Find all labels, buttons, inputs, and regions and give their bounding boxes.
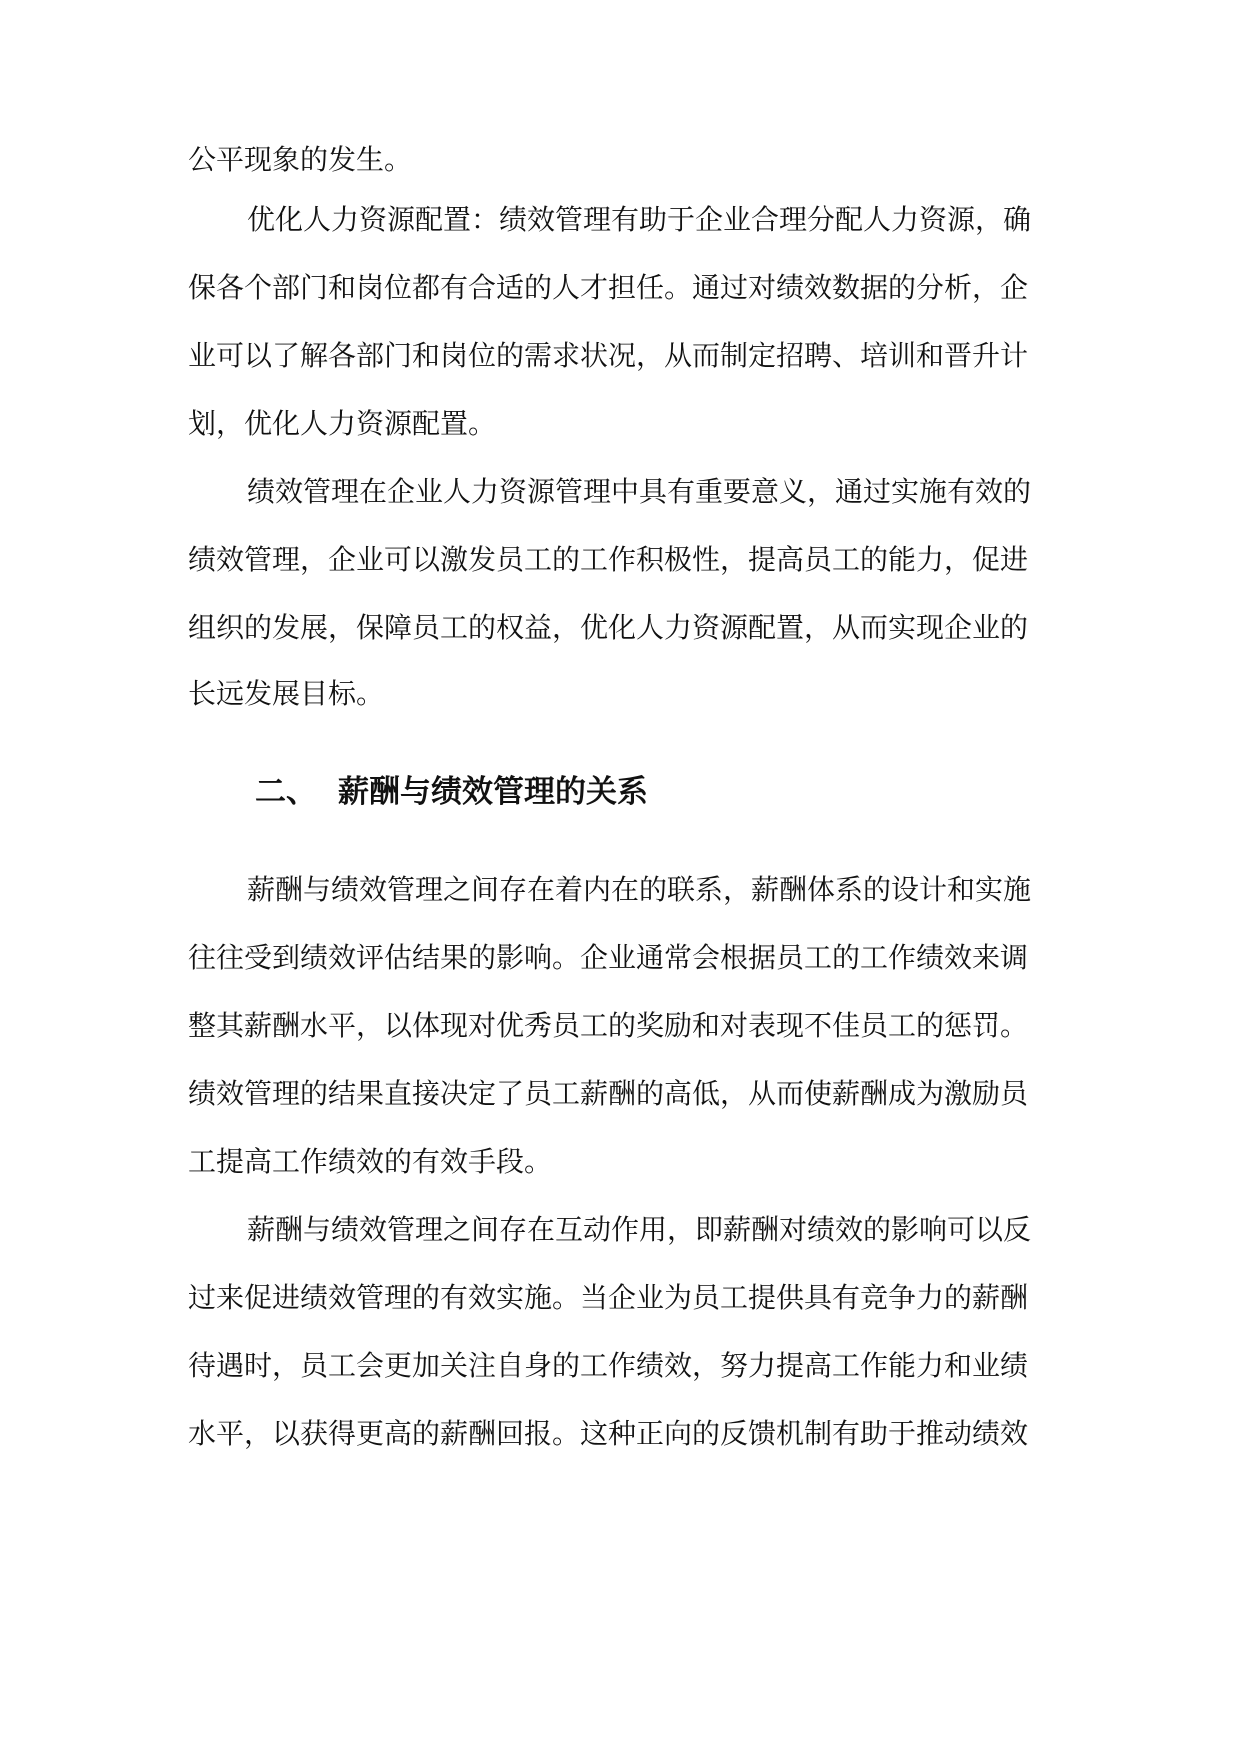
text-line: 水平，以获得更高的薪酬回报。这种正向的反馈机制有助于推动绩效 — [188, 1417, 1029, 1450]
text-line: 保各个部门和岗位都有合适的人才担任。通过对绩效数据的分析，企 — [188, 271, 1029, 304]
text-line: 划，优化人力资源配置。 — [188, 407, 497, 440]
paragraph-first-line: 薪酬与绩效管理之间存在着内在的联系，薪酬体系的设计和实施 — [247, 873, 1032, 906]
paragraph-first-line: 薪酬与绩效管理之间存在互动作用，即薪酬对绩效的影响可以反 — [247, 1213, 1032, 1246]
text-line: 绩效管理的结果直接决定了员工薪酬的高低，从而使薪酬成为激励员 — [188, 1077, 1029, 1110]
text-line: 往往受到绩效评估结果的影响。企业通常会根据员工的工作绩效来调 — [188, 941, 1029, 974]
text-line: 绩效管理，企业可以激发员工的工作积极性，提高员工的能力，促进 — [188, 543, 1029, 576]
text-line: 整其薪酬水平，以体现对优秀员工的奖励和对表现不佳员工的惩罚。 — [188, 1009, 1029, 1042]
text-line: 长远发展目标。 — [188, 677, 385, 710]
section-title: 薪酬与绩效管理的关系 — [338, 774, 648, 810]
text-line: 工提高工作绩效的有效手段。 — [188, 1145, 553, 1178]
text-line: 过来促进绩效管理的有效实施。当企业为员工提供具有竞争力的薪酬 — [188, 1281, 1029, 1314]
paragraph-first-line: 绩效管理在企业人力资源管理中具有重要意义，通过实施有效的 — [247, 475, 1032, 508]
text-line: 组织的发展，保障员工的权益，优化人力资源配置，从而实现企业的 — [188, 611, 1029, 644]
text-line: 业可以了解各部门和岗位的需求状况，从而制定招聘、培训和晋升计 — [188, 339, 1029, 372]
section-number: 二、 — [255, 774, 317, 810]
text-line: 待遇时，员工会更加关注自身的工作绩效，努力提高工作能力和业绩 — [188, 1349, 1029, 1382]
paragraph-first-line: 优化人力资源配置：绩效管理有助于企业合理分配人力资源，确 — [247, 203, 1032, 236]
section-heading — [255, 772, 648, 812]
text-line: 公平现象的发生。 — [188, 143, 413, 176]
